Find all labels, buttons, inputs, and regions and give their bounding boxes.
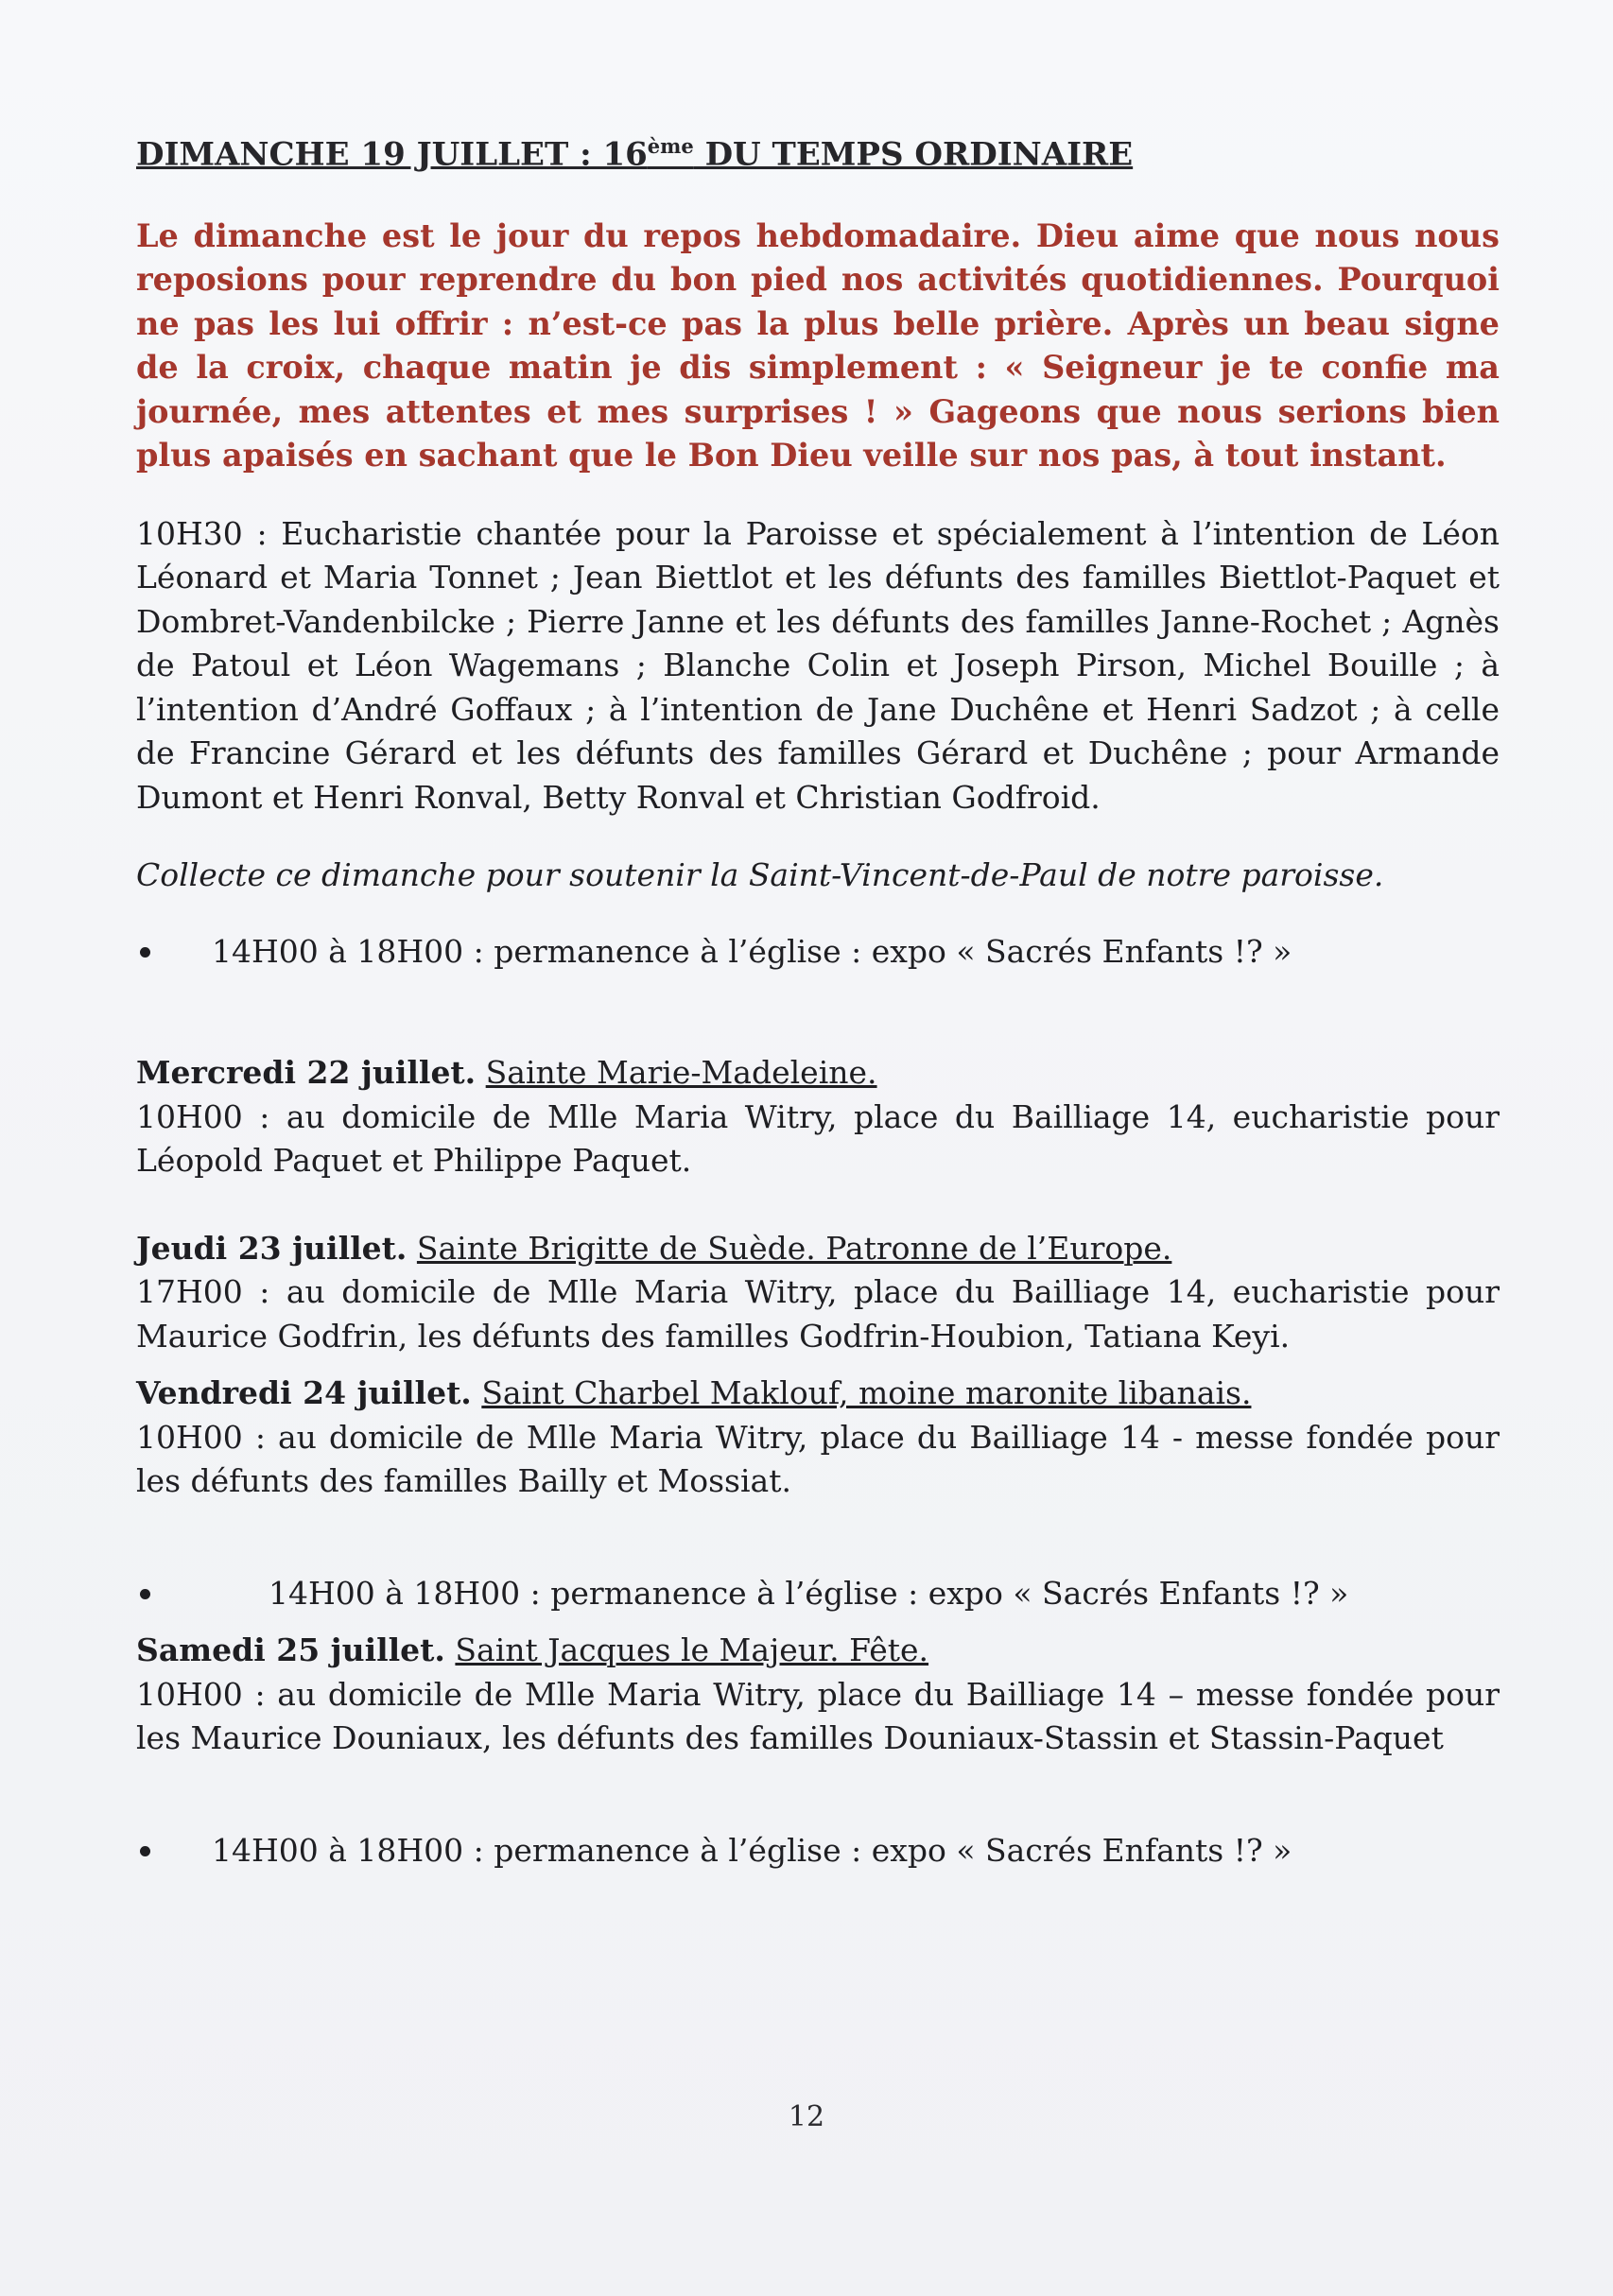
day-saint: Sainte Marie-Madeleine. (485, 1054, 877, 1092)
day-name: Jeudi 23 juillet. (136, 1229, 408, 1267)
permanence-text: 14H00 à 18H00 : permanence à l’église : expo « Sacrés Enfants !? » (212, 1831, 1292, 1869)
day-saint: Saint Jacques le Majeur. Fête. (455, 1631, 929, 1669)
title-prefix: DIMANCHE 19 JUILLET : 16 (136, 135, 648, 174)
day-saturday (136, 1629, 1500, 1761)
bullet-icon (140, 1846, 150, 1856)
permanence-bullet-3 (136, 1829, 1500, 1873)
day-name: Samedi 25 juillet. (136, 1631, 445, 1669)
collecte-note: Collecte ce dimanche pour soutenir la Saint-Vincent-de-Paul de notre paroisse. (136, 856, 1384, 894)
page-number: 12 (788, 2100, 825, 2133)
day-text: 10H00 : au domicile de Mlle Maria Witry, place du Bailliage 14 – messe fondée pour les Maurice Douniaux, les défunts des familles Douniaux-Stassin et Stassin-Paquet (136, 1675, 1500, 1757)
intro-paragraph: Le dimanche est le jour du repos hebdomadaire. Dieu aime que nous nous reposions pour reprendre du bon pied nos activités quotidiennes. Pourquoi ne pas les lui offrir : n’est-ce pas la plus belle prière. Après un beau signe de la croix, chaque matin je dis simplement : « Seigneur je te confie ma journée, mes attentes et mes surprises ! » Gageons que nous serions bien plus apaisés en sachant que le Bon Dieu veille sur nos pas, à tout instant. (136, 216, 1500, 475)
bullet-icon (140, 947, 150, 958)
permanence-text: 14H00 à 18H00 : permanence à l’église : expo « Sacrés Enfants !? » (269, 1574, 1349, 1612)
day-name: Mercredi 22 juillet. (136, 1054, 477, 1092)
permanence-text: 14H00 à 18H00 : permanence à l’église : expo « Sacrés Enfants !? » (212, 932, 1292, 970)
permanence-bullet-1 (136, 930, 1500, 975)
day-name: Vendredi 24 juillet. (136, 1374, 472, 1412)
day-saint: Saint Charbel Maklouf, moine maronite libanais. (481, 1374, 1252, 1412)
day-friday (136, 1372, 1500, 1504)
day-heading (136, 1372, 1500, 1416)
permanence-bullet-2 (136, 1572, 1500, 1616)
day-text: 10H00 : au domicile de Mlle Maria Witry, place du Bailliage 14 - messe fondée pour les défunts des familles Bailly et Mossiat. (136, 1418, 1500, 1500)
day-heading (136, 1051, 1500, 1096)
day-heading (136, 1227, 1500, 1271)
day-wednesday (136, 1051, 1500, 1183)
title-superscript: ème (647, 134, 694, 158)
bullet-icon (140, 1589, 150, 1599)
day-text: 17H00 : au domicile de Mlle Maria Witry, place du Bailliage 14, eucharistie pour Maurice Godfrin, les défunts des familles Godfrin-Houbion, Tatiana Keyi. (136, 1273, 1500, 1355)
day-thursday (136, 1227, 1500, 1359)
day-heading (136, 1629, 1500, 1673)
title-suffix: DU TEMPS ORDINAIRE (693, 135, 1134, 174)
page-title (136, 125, 1500, 177)
day-saint: Sainte Brigitte de Suède. Patronne de l’Europe. (416, 1229, 1172, 1267)
day-text: 10H00 : au domicile de Mlle Maria Witry, place du Bailliage 14, eucharistie pour Léopold Paquet et Philippe Paquet. (136, 1097, 1500, 1180)
page-content (136, 125, 1500, 1873)
sunday-mass-paragraph: 10H30 : Eucharistie chantée pour la Paroisse et spécialement à l’intention de Léon Léonard et Maria Tonnet ; Jean Biettlot et les défunts des familles Biettlot-Paquet et Dombret-Vandenbilcke ; Pierre Janne et les défunts des familles Janne-Rochet ; Agnès de Patoul et Léon Wagemans ; Blanche Colin et Joseph Pirson, Michel Bouille ; à l’intention d’André Goffaux ; à l’intention de Jane Duchêne et Henri Sadzot ; à celle de Francine Gérard et les défunts des familles Gérard et Duchêne ; pour Armande Dumont et Henri Ronval, Betty Ronval et Christian Godfroid. (136, 514, 1500, 816)
